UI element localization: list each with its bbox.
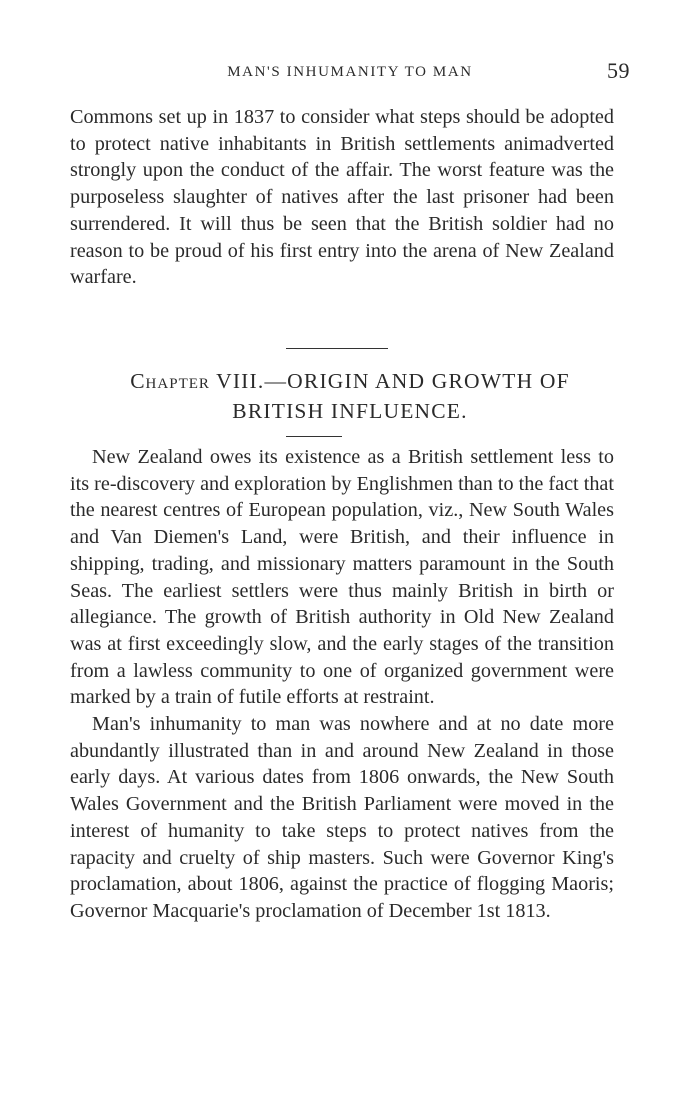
continuation-paragraph: Commons set up in 1837 to consider what steps should be adopted to protect native inhabitants in British settlements animadverted strongly upon the conduct of the affair. The worst feature was the purposeless slaughter of natives after the last prisoner had been surrendered. It will thus be seen that the British soldier had no reason to be proud of his first entry into the arena of New Zealand warfare.: [70, 106, 614, 289]
chapter-body: [70, 444, 614, 925]
page-number: 59: [607, 58, 630, 83]
chapter-heading-rule: [286, 436, 342, 437]
chapter-heading-line-1: [70, 366, 630, 396]
chapter-heading: [70, 366, 630, 426]
chapter-number-title: VIII.—ORIGIN AND GROWTH OF: [216, 369, 570, 393]
chapter-title-line-2: BRITISH INFLUENCE.: [232, 399, 468, 423]
chapter-label: Chapter: [130, 369, 210, 393]
running-title: MAN'S INHUMANITY TO MAN: [227, 64, 473, 80]
body-paragraph-2: Man's inhumanity to man was nowhere and at no date more abundantly illustrated than in and around New Zealand in those early days. At various dates from 1806 onwards, the New South Wales Government and the British Parliament were moved in the interest of humanity to take steps to protect natives from the rapacity and cruelty of ship masters. Such were Governor King's proclamation, about 1806, against the practice of flogging Maoris; Governor Macquarie's proclamation of December 1st 1813.: [70, 713, 614, 922]
continuation-paragraph-block: [70, 104, 614, 291]
body-paragraph-1: New Zealand owes its existence as a British settlement less to its re-discovery and exploration by Englishmen than to the fact that the nearest centres of European population, viz., New South Wales and Van Diemen's Land, were British, and their influence in shipping, trading, and missionary matters paramount in the South Seas. The earliest settlers were thus mainly British in birth or allegiance. The growth of British authority in Old New Zealand was at first exceedingly slow, and the early stages of the transition from a lawless community to one of organized government were marked by a train of futile efforts at restraint.: [70, 446, 614, 709]
section-divider-rule: [286, 348, 388, 349]
running-head: [70, 58, 630, 84]
